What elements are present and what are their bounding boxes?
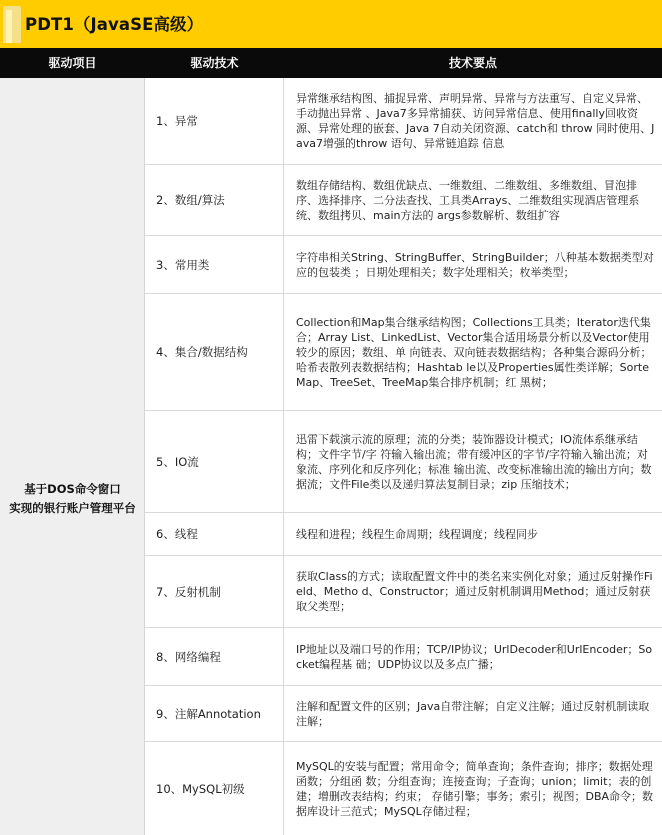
table-row: [145, 556, 662, 628]
header-project: 驱动项目: [48, 56, 97, 70]
points-cell: [284, 742, 662, 835]
table-row: [145, 513, 662, 556]
points-text: 迅雷下载演示流的原理；流的分类；装饰器设计模式；IO流体系继承结构；文件字节/字 符输入输出流；带有缓冲区的字节/字符输入输出流；对象流、序列化和反序列化；标准 输出流、改变标准输出流的输出方向；数据流；文件File类以及递归算法复制目录；zip 压缩技术；: [296, 432, 652, 491]
project-name: [0, 480, 145, 518]
tech-cell: 3、常用类: [145, 236, 284, 293]
points-cell: [284, 411, 662, 512]
points-text: 数组存储结构、数组优缺点、一维数组、二维数组、多维数组、冒泡排序、选择排序、二分法查找、工具类Arrays、二维数组实现酒店管理系统、数组拷贝、main方法的 args参数解析、数组扩容: [296, 178, 640, 222]
table-row: [145, 236, 662, 294]
points-cell: [284, 294, 662, 410]
tech-cell: 2、数组/算法: [145, 165, 284, 235]
tech-cell: 4、集合/数据结构: [145, 294, 284, 410]
tech-cell: 6、线程: [145, 513, 284, 555]
header-tech: 驱动技术: [190, 56, 239, 70]
points-text: 异常继承结构图、捕捉异常、声明异常、异常与方法重写、自定义异常、手动抛出异常 、Java7多异常捕获、访问异常信息、使用finally回收资源、异常处理的嵌套、Java 7自动关闭资源、catch和 throw 同时使用、Java7增强的throw 语句、异常链追踪 信息: [296, 92, 655, 150]
tech-cell: 7、反射机制: [145, 556, 284, 627]
table-row: [145, 78, 662, 165]
points-cell: [284, 165, 662, 235]
table-row: [145, 165, 662, 236]
table-row: [145, 411, 662, 513]
points-text: 获取Class的方式；读取配置文件中的类名来实例化对象；通过反射操作Field、Metho d、Constructor；通过反射机制调用Method；通过反射获取父类型；: [296, 570, 653, 613]
points-text: IP地址以及端口号的作用；TCP/IP协议；UrlDecoder和UrlEncoder；Socket编程基 础；UDP协议以及多点广播；: [296, 642, 653, 671]
tech-cell: 8、网络编程: [145, 628, 284, 685]
points-text: 线程和进程；线程生命周期；线程调度；线程同步: [296, 527, 538, 541]
tech-cell: 10、MySQL初级: [145, 742, 284, 835]
points-cell: [284, 686, 662, 741]
points-cell: [284, 513, 662, 555]
project-name-line-1: 基于DOS命令窗口: [24, 482, 121, 496]
title-bar: [0, 0, 662, 48]
tech-cell: 1、异常: [145, 78, 284, 164]
points-text: 字符串相关String、StringBuffer、StringBuilder；八种基本数据类型对应的包装类 ；日期处理相关；数字处理相关；枚举类型；: [296, 250, 654, 279]
header-points: 技术要点: [448, 56, 497, 70]
points-text: MySQL的安装与配置；常用命令；简单查询；条件查询；排序；数据处理函数；分组函 数；分组查询；连接查询；子查询；union；limit；表的创建；增删改表结构；约束； 存储引擎；事务；索引；视图；DBA命令；数据库设计三范式；MySQL存储过程；: [296, 759, 654, 818]
points-cell: [284, 628, 662, 685]
points-text: Collection和Map集合继承结构图；Collections工具类；Iterator迭代集合；Array List、LinkedList、Vector集合适用场景分析以及Vector使用较少的原因；数组、单 向链表、双向链表数据结构；各种集合源码分析；哈希表散列表数据结构；Hashtab le以及Properties属性类详解；SorteMap、TreeSet、TreeMap集合排序机制；红 黑树；: [296, 315, 652, 389]
points-cell: [284, 78, 662, 164]
points-cell: [284, 236, 662, 293]
points-cell: [284, 556, 662, 627]
title-number-decoration: [3, 6, 21, 43]
table-row: [145, 628, 662, 686]
table-row: [145, 686, 662, 742]
table-header: [0, 48, 662, 78]
table-row: [145, 742, 662, 835]
project-cell: [0, 78, 145, 835]
points-text: 注解和配置文件的区别；Java自带注解；自定义注解；通过反射机制读取注解；: [296, 699, 650, 728]
table-row: [145, 294, 662, 411]
tech-cell: 5、IO流: [145, 411, 284, 512]
tech-cell: 9、注解Annotation: [145, 686, 284, 741]
page-title: PDT1（JavaSE高级）: [25, 15, 204, 34]
project-name-line-2: 实现的银行账户管理平台: [9, 501, 136, 515]
